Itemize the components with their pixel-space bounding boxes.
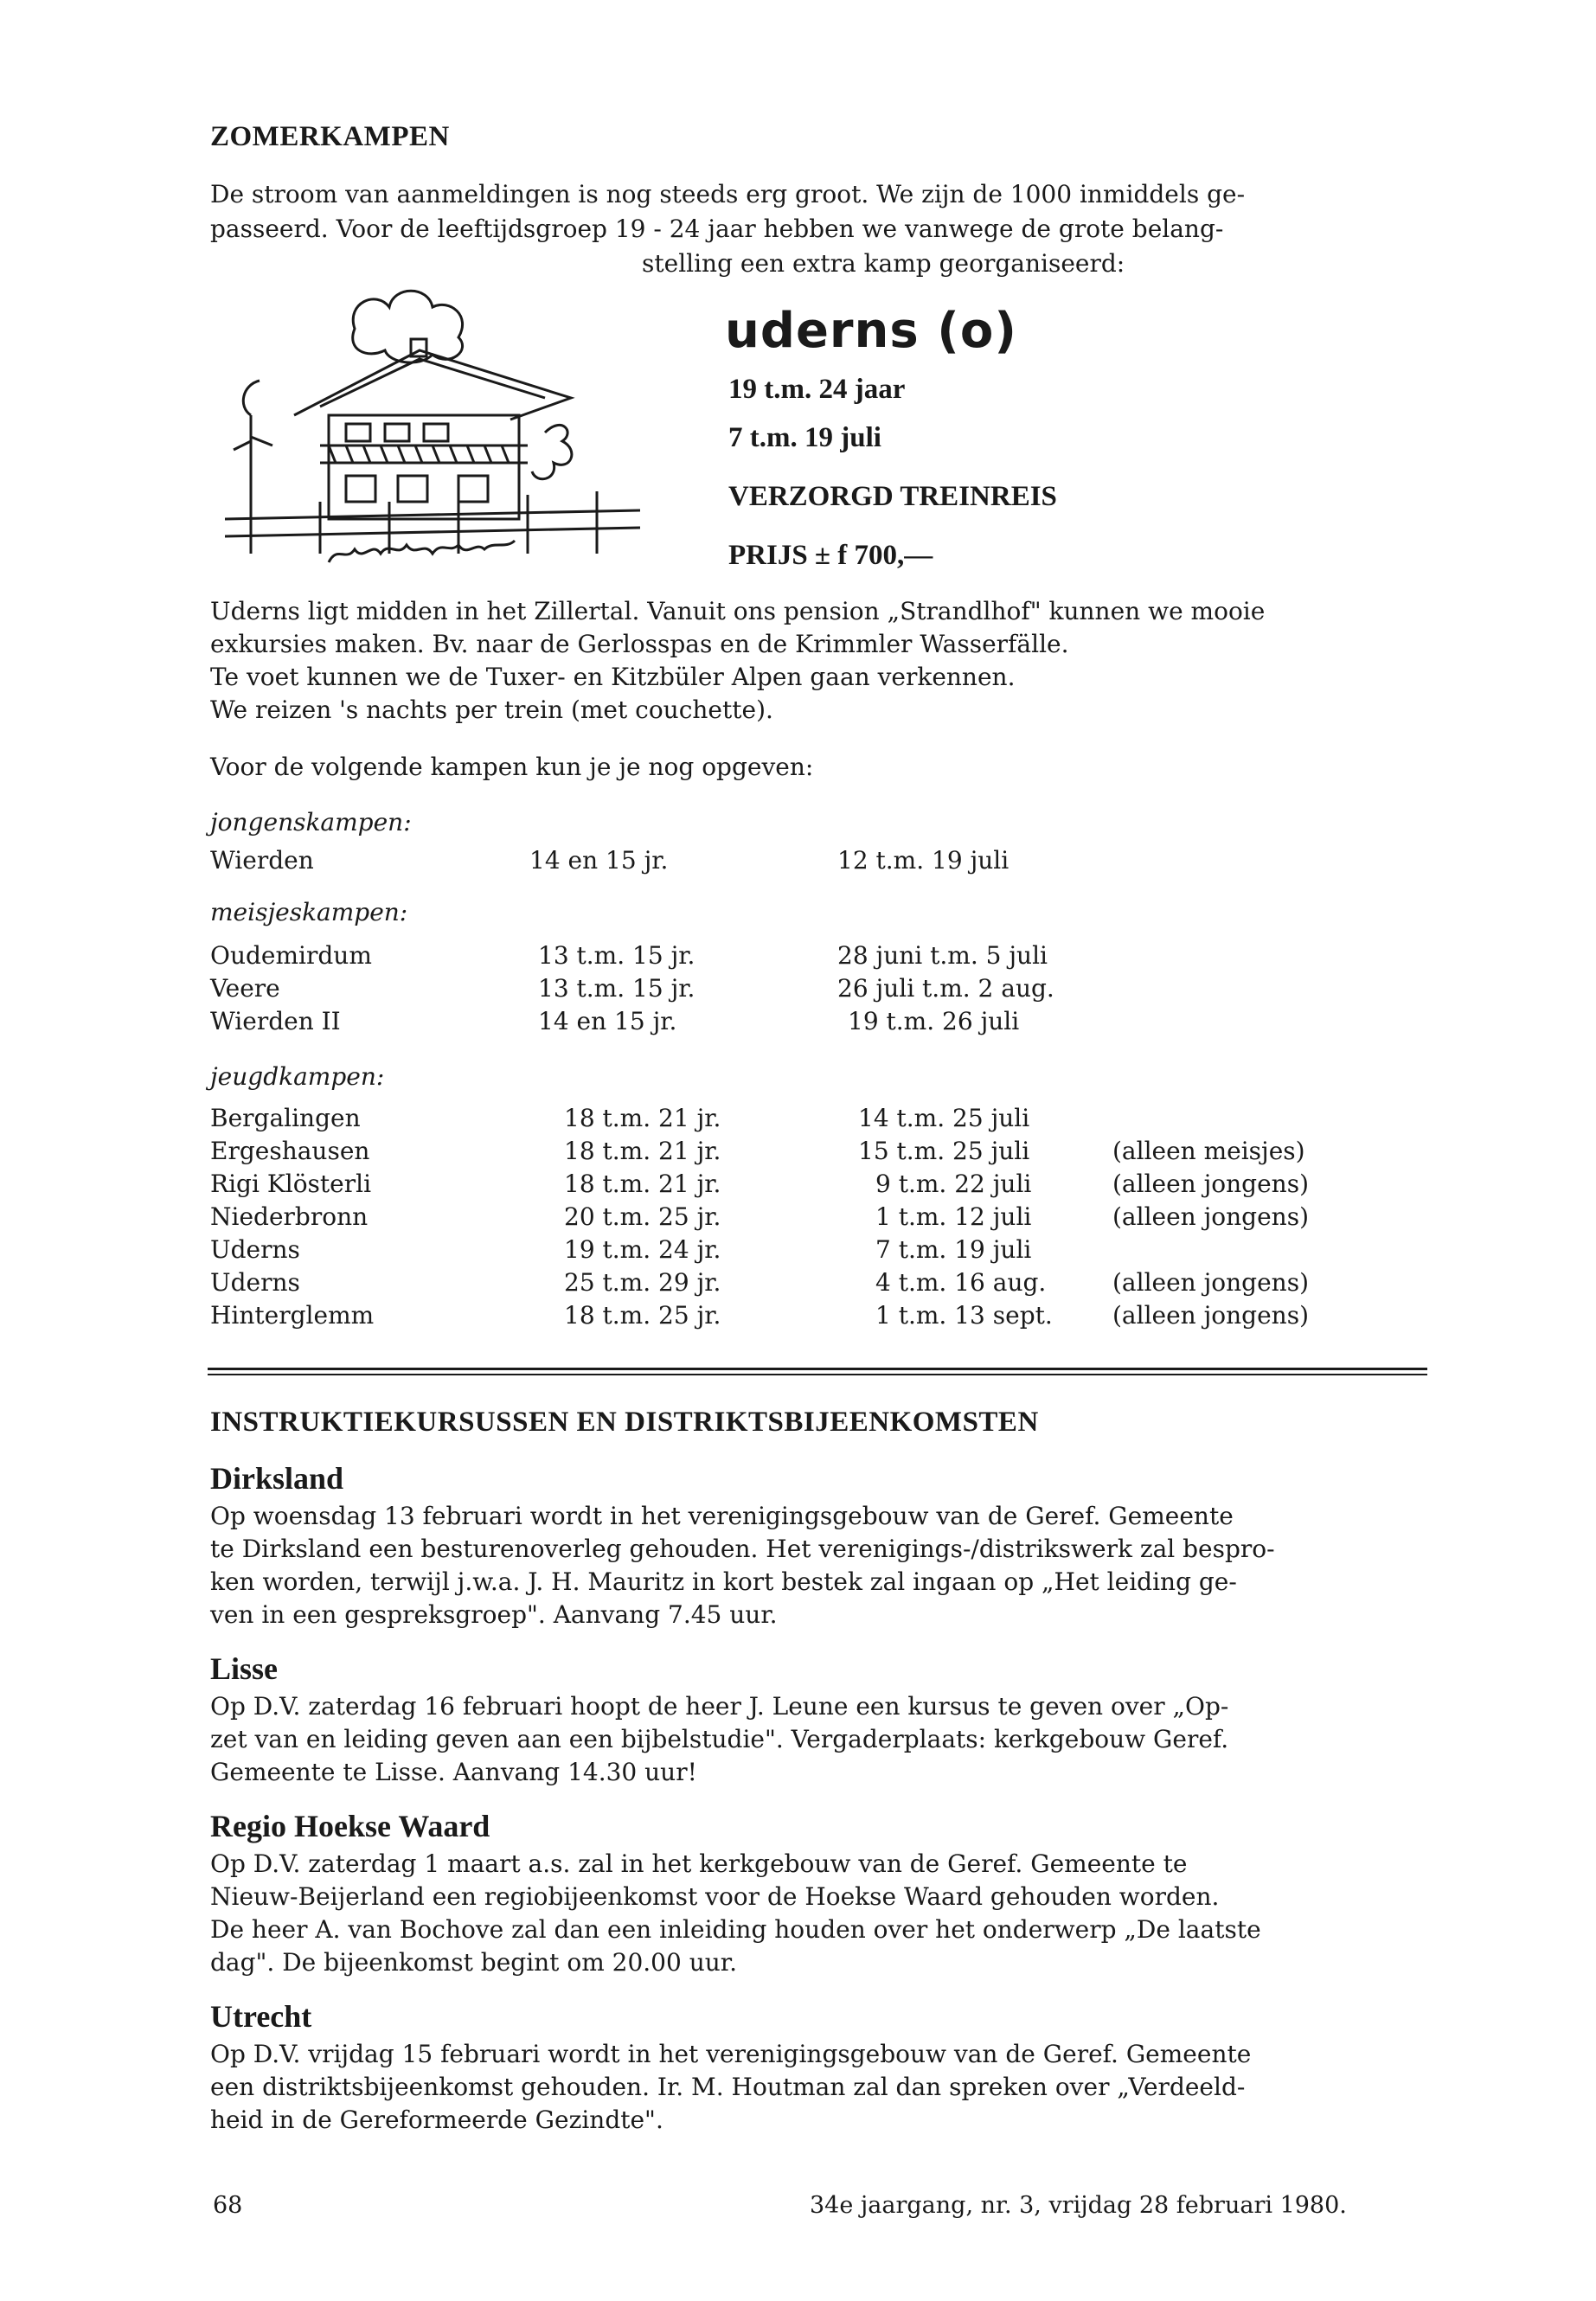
section-title: Utrecht [210,1999,312,2034]
camp-age: 20 t.m. 25 jr. [564,1202,721,1231]
intro-line: stelling een extra kamp georganiseerd: [642,249,1125,278]
category-label: jongenskampen: [210,808,412,836]
camp-age: 18 t.m. 21 jr. [564,1104,721,1132]
category-label: meisjeskampen: [210,898,408,926]
instruktie-heading: INSTRUKTIEKURSUSSEN EN DISTRIKTSBIJEENKOMSTEN [210,1407,1039,1438]
section-line: Op woensdag 13 februari wordt in het verenigingsgebouw van de Geref. Gemeente [210,1502,1234,1530]
camp-dates: 28 juni t.m. 5 juli [837,941,1048,970]
section-line: heid in de Gereformeerde Gezindte". [210,2106,663,2134]
signup-line: Voor de volgende kampen kun je je nog opgeven: [210,753,814,781]
feature-dates: 7 t.m. 19 juli [728,422,881,453]
camp-age: 13 t.m. 15 jr. [538,974,695,1003]
section-line: Nieuw-Beijerland een regiobijeenkomst voor de Hoekse Waard gehouden worden. [210,1882,1220,1911]
section-title: Regio Hoekse Waard [210,1809,490,1843]
intro-line: De stroom van aanmeldingen is nog steeds erg groot. We zijn de 1000 inmiddels ge- [210,180,1246,208]
camp-dates: 15 t.m. 25 juli [858,1137,1030,1165]
section-line: te Dirksland een besturenoverleg gehouden. Het verenigings-/distrikswerk zal bespro- [210,1535,1275,1563]
camp-note: (alleen jongens) [1112,1170,1309,1198]
section-line: dag". De bijeenkomst begint om 20.00 uur. [210,1948,737,1977]
section-line: Gemeente te Lisse. Aanvang 14.30 uur! [210,1758,697,1786]
camp-place: Ergeshausen [210,1137,370,1165]
issue-line: 34e jaargang, nr. 3, vrijdag 28 februari 1980. [810,2192,1347,2219]
section-line: Op D.V. zaterdag 16 februari hoopt de heer J. Leune een kursus te geven over „Op- [210,1692,1229,1721]
divider-rule [208,1374,1427,1375]
page-number: 68 [213,2192,243,2219]
camp-age: 13 t.m. 15 jr. [538,941,695,970]
feature-ages: 19 t.m. 24 jaar [728,374,906,405]
feature-title: uderns (o) [725,303,1017,359]
camp-dates: 9 t.m. 22 juli [875,1170,1032,1198]
feature-travel: VERZORGD TREINREIS [728,481,1057,512]
section-title: Dirksland [210,1461,344,1496]
feature-price: PRIJS ± f 700,— [728,540,933,571]
zomerkampen-heading: ZOMERKAMPEN [210,121,450,152]
divider-rule [208,1368,1427,1370]
section-line: De heer A. van Bochove zal dan een inleiding houden over het onderwerp „De laatste [210,1915,1261,1944]
camp-age: 18 t.m. 25 jr. [564,1301,721,1330]
camp-age: 25 t.m. 29 jr. [564,1268,721,1297]
camp-place: Wierden [210,846,314,875]
description-line: Uderns ligt midden in het Zillertal. Vanuit ons pension „Strandlhof" kunnen we mooie [210,597,1266,625]
camp-age: 14 en 15 jr. [529,846,669,875]
section-line: Op D.V. zaterdag 1 maart a.s. zal in het kerkgebouw van de Geref. Gemeente te [210,1849,1188,1878]
camp-place: Uderns [210,1235,300,1264]
camp-note: (alleen jongens) [1112,1301,1309,1330]
camp-place: Hinterglemm [210,1301,375,1330]
camp-age: 14 en 15 jr. [538,1007,677,1035]
camp-place: Oudemirdum [210,941,372,970]
camp-note: (alleen jongens) [1112,1268,1309,1297]
camp-dates: 12 t.m. 19 juli [837,846,1010,875]
section-line: ven in een gespreksgroep". Aanvang 7.45 uur. [210,1600,778,1629]
camp-place: Bergalingen [210,1104,361,1132]
description-line: Te voet kunnen we de Tuxer- en Kitzbüler Alpen gaan verkennen. [210,663,1016,691]
camp-place: Uderns [210,1268,300,1297]
camp-age: 18 t.m. 21 jr. [564,1137,721,1165]
camp-dates: 1 t.m. 12 juli [875,1202,1032,1231]
intro-line: passeerd. Voor de leeftijdsgroep 19 - 24 jaar hebben we vanwege de grote belang- [210,215,1224,243]
camp-place: Rigi Klösterli [210,1170,372,1198]
category-label: jeugdkampen: [210,1062,385,1091]
section-title: Lisse [210,1651,279,1686]
section-line: zet van en leiding geven aan een bijbelstudie". Vergaderplaats: kerkgebouw Geref. [210,1725,1229,1753]
camp-dates: 26 juli t.m. 2 aug. [837,974,1054,1003]
camp-age: 19 t.m. 24 jr. [564,1235,721,1264]
camp-dates: 7 t.m. 19 juli [875,1235,1032,1264]
chalet-illustration [225,268,640,580]
description-line: We reizen 's nachts per trein (met couchette). [210,695,773,724]
camp-note: (alleen jongens) [1112,1202,1309,1231]
camp-age: 18 t.m. 21 jr. [564,1170,721,1198]
section-line: Op D.V. vrijdag 15 februari wordt in het verenigingsgebouw van de Geref. Gemeente [210,2040,1252,2068]
description-line: exkursies maken. Bv. naar de Gerlosspas en de Krimmler Wasserfälle. [210,630,1069,658]
camp-dates: 14 t.m. 25 juli [858,1104,1030,1132]
camp-dates: 19 t.m. 26 juli [848,1007,1020,1035]
camp-note: (alleen meisjes) [1112,1137,1305,1165]
camp-place: Wierden II [210,1007,341,1035]
camp-place: Niederbronn [210,1202,369,1231]
camp-place: Veere [210,974,280,1003]
section-line: ken worden, terwijl j.w.a. J. H. Mauritz in kort bestek zal ingaan op „Het leiding ge- [210,1567,1237,1596]
section-line: een distriktsbijeenkomst gehouden. Ir. M. Houtman zal dan spreken over „Verdeeld- [210,2073,1246,2101]
camp-dates: 1 t.m. 13 sept. [875,1301,1053,1330]
camp-dates: 4 t.m. 16 aug. [875,1268,1047,1297]
